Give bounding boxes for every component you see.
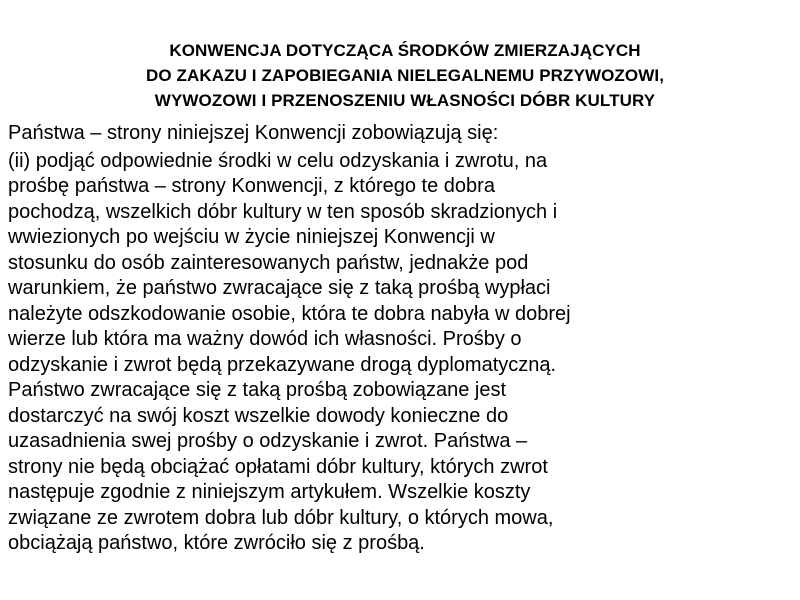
lead-paragraph: Państwa – strony niniejszej Konwencji zobowiązują się: [8,122,499,144]
title-line-3: WYWOZOWI I PRZENOSZENIU WŁASNOŚCI DÓBR KULTURY [154,91,656,110]
item-line: wierze lub która ma ważny dowód ich własności. Prośby o [8,328,522,350]
list-item-ii [8,149,794,557]
item-line: (ii) podjąć odpowiednie środki w celu odzyskania i zwrotu, na [8,149,548,172]
item-line: związane ze zwrotem dobra lub dóbr kultury, o których mowa, [8,506,554,529]
item-line: uzasadnienia swej prośby o odzyskanie i zwrot. Państwa – [8,430,528,452]
item-line: wwiezionych po wejściu w życie niniejszej Konwencji w [8,226,495,248]
title-line-2: DO ZAKAZU I ZAPOBIEGANIA NIELEGALNEMU PRZYWOZOWI, [145,66,665,85]
item-line: dostarczyć na swój koszt wszelkie dowody konieczne do [8,404,509,427]
item-line: strony nie będą obciążać opłatami dóbr kultury, których zwrot [8,455,548,478]
item-line: prośbę państwa – strony Konwencji, z którego te dobra [8,175,495,197]
item-line: pochodzą, wszelkich dóbr kultury w ten sposób skradzionych i [8,200,558,223]
body-text [8,121,794,557]
item-line: obciążają państwo, które zwróciło się z prośbą. [8,532,425,554]
item-line: warunkiem, że państwo zwracające się z taką prośbą wypłaci [8,277,551,299]
title-line-1: KONWENCJA DOTYCZĄCA ŚRODKÓW ZMIERZAJĄCYCH [169,41,641,60]
item-line: stosunku do osób zainteresowanych państw, jednakże pod [8,251,529,274]
item-line: należyte odszkodowanie osobie, która te dobra nabyła w dobrej [8,302,571,325]
item-line: Państwo zwracające się z taką prośbą zobowiązane jest [8,379,507,401]
item-line: następuje zgodnie z niniejszym artykułem. Wszelkie koszty [8,481,531,503]
page-title [40,38,770,113]
item-line: odzyskanie i zwrot będą przekazywane drogą dyplomatyczną. [8,353,557,376]
